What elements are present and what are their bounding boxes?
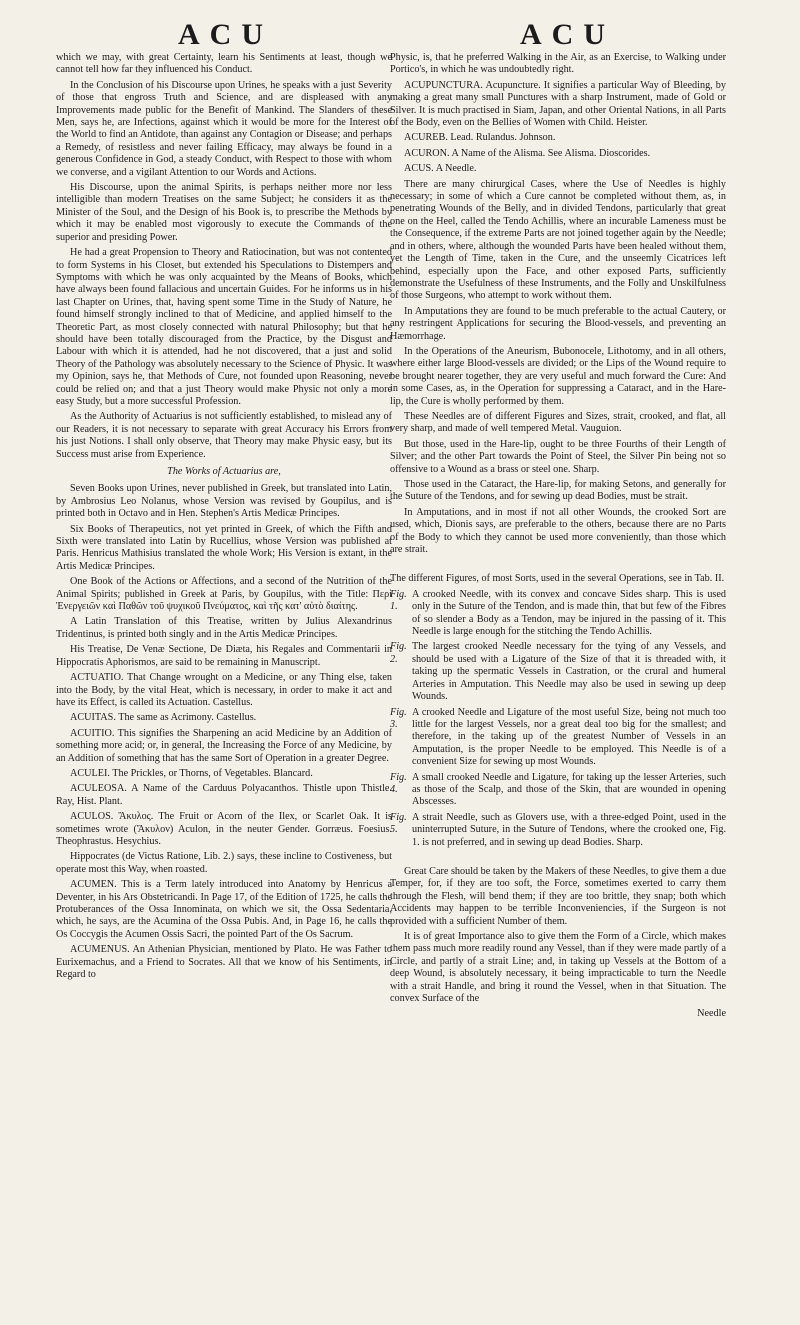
paragraph: These Needles are of different Figures and Sizes, strait, crooked, and flat, all very sharp, and made of well tempered Metal. Vauguion. [390,410,726,435]
catchword: Needle [697,1008,726,1020]
paragraph: It is of great Importance also to give them the Form of a Circle, which makes them pass much more readily round any Vessel, than if they were made partly of a Circle, and partly of a strait Line; and, in taking up Vessels at the Bottom of a deep Wound, is absolutely necessary, it being impracticable to turn the Needle with a strait Handle, and bring it round the Vessel, when in that Situation. The convex Surface of the [390,931,726,1005]
paragraph: His Discourse, upon the animal Spirits, is perhaps neither more nor less intelligible than modern Treatises on the same Subject; he considers it as the Minister of the Soul, and the Design of his Book is, to prescribe the Methods by which it may be enabled most vigorously to execute the Commands of the superior and presiding Power. [56,182,392,243]
figure-text: A strait Needle, such as Glovers use, with a three-edged Point, used in the uninterrupted Suture, in the Suture of Tendons, where the crooked one, Fig. 1. is not preferred, and in sewing up dead Bodies. Sharp. [412,811,726,848]
dictionary-entry: ACUITAS. The same as Acrimony. Castellus. [70,712,257,724]
works-item: A Latin Translation of this Treatise, written by Julius Alexandrinus Tridentinus, is printed both singly and in the Artis Medicæ Principes. [56,616,392,640]
figure-text: A crooked Needle, with its convex and concave Sides sharp. This is used only in the Suture of the Tendon, and is made thin, that but few of the Fibres of so slender a Body as a Tendon, may be injured in the passing of it. This Needle is large enough for the stitching the Tendo Achillis. [412,588,726,638]
paragraph: He had a great Propension to Theory and Ratiocination, but was not contented to form Systems in his Closet, but extended his Speculations to Distempers and Symptoms with which he was only acquainted by the Means of Books, which have always been found fallacious and uncertain Guides. For he informs us in his last Chapter on Urines, that, having spent some Time in the Study of Nature, he found himself strongly inclined to that of Medicine, and applied himself to the Theoretic Part, as most closely connected with natural Philosophy; but that he should have been totally discouraged from the Practice, by the Disgust and Labour with which it is attended, had he not discovered, that a just and solid Theory of the Pathology was absolutely necessary to the Science of Physic. It was my Opinion, says he, that Methods of Cure, not founded upon Reasoning, never could be relied on; and that a just Theory would make Physic not only a more easy Study, but a more successful Profession. [56,247,392,407]
paragraph: But those, used in the Hare-lip, ought to be three Fourths of their Length of Silver; and the other Part towards the Point of Steel, the Silver Pin being not so offensive to a Wound as a brass or steel one. Sharp. [390,438,726,475]
dictionary-entry: ACULEOSA. A Name of the Carduus Polyacanthos. Thistle upon Thistle. Ray, Hist. Plant. [56,783,392,807]
figure-text: A small crooked Needle and Ligature, for taking up the lesser Arteries, such as those of the Scalp, and those of the Skin, that are wounded in opening Abscesses. [412,771,726,808]
figure-label: Fig. 3. [390,706,407,730]
works-item: His Treatise, De Venæ Sectione, De Diæta, his Regales and Commentarii in Hippocratis Aphorismos, are said to be remaining in Manuscript. [56,644,392,668]
paragraph: Those used in the Cataract, the Hare-lip, for making Setons, and generally for the Suture of the Tendons, and for sewing up dead Bodies, must be strait. [390,479,726,503]
paragraph: In the Conclusion of his Discourse upon Urines, he speaks with a just Severity of those that engross Truth and Science, and are displeased with any Improvements made public for the Benefit of Mankind. The Slanders of these Men, says he, are Infections, against which it would be more for the Interest of the World to find an Antidote, than against any Contagion or Disease; and perhaps a Remedy, of resistless and never failing Efficacy, may always be found in a generous Confidence in God, a steady Conduct, with Respect to those with whom we converse, and a vigilant Attention to our Words and Actions. [56,79,392,178]
paragraph: As the Authority of Actuarius is not sufficiently established, to mislead any of our Readers, it is not necessary to separate with great Accuracy his Errors from his just Notions. I shall only observe, that Theory may make Physic easy, but its Success must arise from Experience. [56,411,392,460]
figure-label: Fig. 1. [390,588,407,613]
dictionary-entry: Physic, is, that he preferred Walking in the Air, as an Exercise, to Walking under Portico's, in which he was undoubtedly right. [390,52,726,76]
paragraph: In Amputations they are found to be much preferable to the actual Cautery, or any restringent Applications for securing the Blood-vessels, and preventing an Hæmorrhage. [390,305,726,342]
spacer [390,559,726,573]
figure-item [390,589,726,639]
figure-label: Fig. 4. [390,771,407,795]
dictionary-entry: ACUMEN. This is a Term lately introduced into Anatomy by Henricus a Deventer, in his Ars Obstetricandi. In Page 17, of the Edition of 1725, he calls the Protuberances of the Ossa Innominata, on which we sit, the Ossa Sedentaria, which, he says, are the Acumina of the Ossa Pubis. And, in Page 16, he calls the Os Coccygis the Acumen Ossis Sacri, the pointed Part of the Os Sacrum. [56,879,392,940]
works-item: Six Books of Therapeutics, not yet printed in Greek, of which the Fifth and Sixth were translated into Latin by Rucellius, whose Version was published at Paris. Henricus Mathisius translated the whole Work; His Version is extant, in the Artis Medicæ Principes. [56,523,392,572]
paragraph: In Amputations, and in most if not all other Wounds, the crooked Sort are used, which, Dionis says, are preferable to the others, because there are no Parts of the Body to which they cannot be used more conveniently, than those which are strait. [390,506,726,556]
figure-item [390,812,726,849]
dictionary-entry: ACUREB. Lead. Rulandus. Johnson. [404,132,556,144]
figure-item [390,772,726,809]
figure-label: Fig. 5. [390,811,407,836]
dictionary-entry: ACUS. A Needle. [404,163,477,175]
works-item: Seven Books upon Urines, never published in Greek, but translated into Latin, by Ambrosius Leo Nolanus, whose Version was revised by Goupilus, and is printed both in Octavo and in Hen. Stephen's Artis Medicæ Principes. [56,483,392,520]
dictionary-entry: ACUMENUS. An Athenian Physician, mentioned by Plato. He was Father to Eurixemachus, and a Friend to Socrates. All that we know of his Sentiments, in Regard to [56,944,392,981]
dictionary-entry: Hippocrates (de Victus Ratione, Lib. 2.) says, these incline to Costiveness, but operate most this Way, when roasted. [56,851,392,875]
spacer [390,852,726,866]
figure-item [390,707,726,769]
dictionary-entry: ACUITIO. This signifies the Sharpening an acid Medicine by an Addition of something more acid; or, in general, the Increasing the Force of any Medicine, by an Addition of something that has the same Sort of Operation in a greater Degree. [56,727,392,764]
paragraph: Great Care should be taken by the Makers of these Needles, to give them a due Temper, for, if they are too soft, the Force, sometimes exerted to carry them through the Flesh, will bend them; if they are too brittle, they snap; both which Accidents may happen to be terrible Inconveniencies, if the Surgeon is not provided with a sufficient Number of them. [390,865,726,927]
dictionary-entry: ACULEI. The Prickles, or Thorns, of Vegetables. Blancard. [70,767,313,779]
dictionary-entry: ACUPUNCTURA. Acupuncture. It signifies a particular Way of Bleeding, by making a great many small Punctures with a sharp Instrument, made of Gold or Silver. It is much practised in Siam, Japan, and other Oriental Nations, in all Parts of the Body, even on the Bellies of Women with Child. Heister. [390,79,726,129]
dictionary-entry: ACTUATIO. That Change wrought on a Medicine, or any Thing else, taken into the Body, by the vital Heat, which is necessary, in order to make it act and have its Effect, is called its Actuation. Castellus. [56,672,392,708]
paragraph: There are many chirurgical Cases, where the Use of Needles is highly necessary; in some of which a Cure cannot be completed without them, as, in penetrating Wounds of the Belly, and in divided Tendons, particularly that great one on the Heel, called the Tendo Achillis, where an incurable Lameness must be the Consequence, if the extreme Parts are not joined together again by the Needle; and in others, where, although the wounded Parts have been healed without them, yet the Length of Time, taken in the Cure, and the unseemly Cicatrices left behind, especially upon the Face, and other exposed Parts, sufficiently demonstrate the Usefulness of these Instruments, and the Folly and Unskilfulness of those Surgeons, who attempt to work without them. [390,178,726,302]
figure-item [390,641,726,703]
works-item: One Book of the Actions or Affections, and a second of the Nutrition of the Animal Spirits; published in Greek at Paris, by Goupilus, with the Title: Περὶ Ἐνεργειῶν καὶ Παθῶν τοῦ ψυχικοῦ Πνεύματος, καὶ τῆς κατ' αὐτὸ διαίτης. [56,576,392,613]
works-heading: The Works of Actuarius are, [167,466,281,477]
left-column [56,52,392,984]
figure-text: The largest crooked Needle necessary for the tying of any Vessels, and should be used with a Ligature of the Size of that it is threaded with, it taking up the spermatic Vessels in Castration, or the crural and humeral Arteries in Amputation. This Needle may also be used in sewing up deep Wounds. [412,641,726,703]
figure-text: A crooked Needle and Ligature of the most useful Size, being not much too little for the largest Vessels, nor a great deal too big for the smallest; and therefore, in the taking up of the greatest Number of Vessels in an Amputation, is the proper Needle to be employed. This Needle is of a convenient Size for sewing up most Wounds. [412,706,726,768]
running-head-right: ACU [520,18,615,51]
paragraph: In the Operations of the Aneurism, Bubonocele, Lithotomy, and in all others, where either large Blood-vessels are divided; or the Lips of the Wound require to be brought nearer together, they are very useful and much forward the Cure: And in some Cases, as, in the Operation for suppressing a Cataract, and in the Hare-lip, the Cure is wholly performed by them. [390,345,726,407]
running-head-left: ACU [178,18,273,51]
figures-intro: The different Figures, of most Sorts, used in the several Operations, see in Tab. II. [390,573,725,585]
dictionary-entry: ACULOS. Ἄκυλος. The Fruit or Acorn of the Ilex, or Scarlet Oak. It is sometimes wrote (Ἄκυλον) Aculon, in the neuter Gender. Gorræus. Foesius. Theophrastus. Hesychius. [56,811,392,847]
dictionary-entry: ACURON. A Name of the Alisma. See Alisma. Dioscorides. [404,147,651,159]
paragraph: which we may, with great Certainty, learn his Sentiments at least, though we cannot tell how far they influenced his Conduct. [56,52,392,76]
right-column [390,52,726,1021]
figure-label: Fig. 2. [390,641,407,665]
